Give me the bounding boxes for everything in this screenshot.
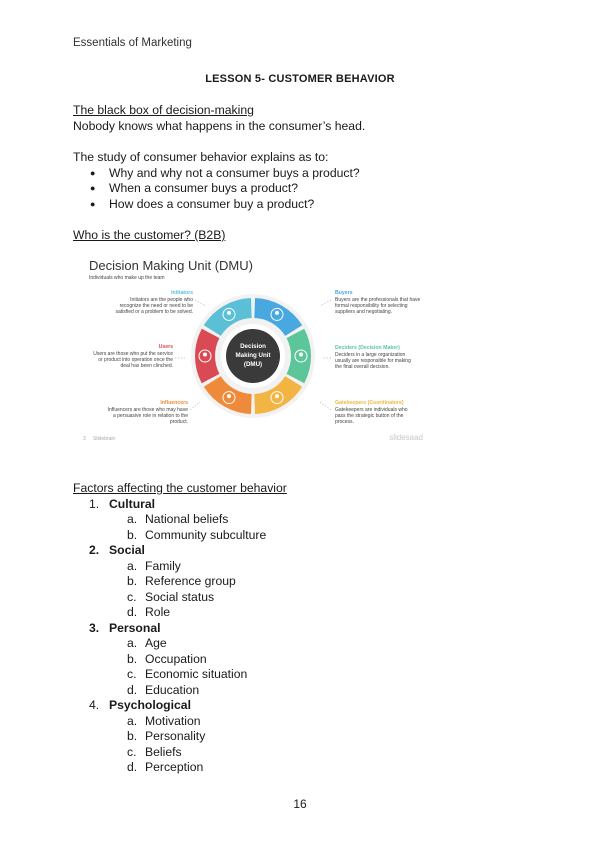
- role-desc: product.: [169, 419, 188, 425]
- category-number: 2.: [89, 543, 100, 557]
- category-name: Cultural: [109, 496, 156, 511]
- black-box-text: Nobody knows what happens in the consumer’s head.: [73, 118, 366, 133]
- page-number: 16: [293, 797, 307, 811]
- study-intro: The study of consumer behavior explains as to:: [73, 150, 329, 164]
- users-head-icon: [203, 353, 207, 357]
- initiators-head-icon: [227, 311, 231, 315]
- category-number: 4.: [89, 698, 100, 712]
- role-desc: the final overall decision.: [335, 364, 390, 370]
- item-letter: a.: [127, 558, 138, 573]
- item-text: Perception: [145, 760, 204, 774]
- item-letter: c.: [127, 667, 137, 681]
- list-item: [73, 590, 543, 606]
- list-item: [73, 605, 543, 621]
- category-name: Psychological: [109, 698, 191, 712]
- item-letter: d.: [127, 760, 138, 774]
- item-text: Family: [145, 558, 181, 573]
- item-text: Education: [145, 682, 200, 697]
- item-text: National beliefs: [145, 512, 229, 526]
- item-letter: b.: [127, 527, 138, 542]
- list-item: ● How does a consumer buy a product?: [73, 197, 543, 213]
- category-number: 3.: [89, 620, 100, 635]
- dmu-title: Decision Making Unit (DMU): [89, 258, 253, 273]
- intro-body: [73, 103, 543, 244]
- buyers-head-icon: [275, 311, 279, 315]
- item-text: Age: [145, 636, 167, 650]
- list-item: [73, 636, 543, 652]
- role-desc: recognize the need or need to be: [119, 303, 193, 309]
- role-name: Deciders (Decision Maker): [335, 345, 400, 351]
- item-letter: b.: [127, 729, 138, 743]
- role-desc: Deciders in a large organization: [335, 352, 406, 358]
- gatekeepers-head-icon: [275, 394, 279, 398]
- role-desc: or product into operation once the: [98, 357, 173, 363]
- role-desc: usually are responsible for making: [335, 358, 411, 364]
- item-letter: d.: [127, 605, 138, 619]
- factor-list: [73, 497, 543, 776]
- customer-heading: Who is the customer? (B2B): [73, 228, 226, 242]
- list-item: ● Why and why not a consumer buys a product?: [73, 166, 543, 182]
- footer-source: Slidebrain: [93, 436, 116, 442]
- role-name: Users: [158, 344, 173, 350]
- category-number: 1.: [89, 496, 100, 511]
- item-letter: a.: [127, 713, 138, 728]
- list-item: [73, 574, 543, 590]
- item-letter: c.: [127, 744, 137, 759]
- connector-line: [320, 300, 331, 306]
- item-text: Reference group: [145, 574, 236, 588]
- role-desc: Influencers are those who may have: [107, 407, 188, 413]
- item-text: Beliefs: [145, 744, 182, 759]
- item-letter: b.: [127, 651, 138, 666]
- list-item: [73, 652, 543, 668]
- item-letter: a.: [127, 512, 138, 526]
- center-label-3: (DMU): [243, 361, 263, 368]
- connector-line: [320, 402, 331, 410]
- factors-heading: Factors affecting the customer behavior: [73, 481, 287, 495]
- item-text: Motivation: [145, 713, 201, 728]
- item-text: Personality: [145, 729, 206, 743]
- item-letter: d.: [127, 682, 138, 697]
- center-label-1: Decision: [240, 343, 266, 350]
- role-name: Initiators: [171, 290, 193, 296]
- category-name: Social: [109, 543, 145, 557]
- item-text: Community subculture: [145, 527, 267, 542]
- black-box-heading: The black box of decision-making: [73, 103, 254, 117]
- list-item: [73, 714, 543, 730]
- role-desc: a persuasive role in relation to the: [112, 413, 188, 419]
- role-gatekeepers: [335, 400, 408, 425]
- list-item: [73, 683, 543, 699]
- dmu-subtitle: Individuals who make up the team: [89, 275, 165, 281]
- question-list: [73, 166, 543, 213]
- role-deciders: [335, 345, 411, 370]
- role-name: Influencers: [160, 400, 188, 406]
- item-text: Social status: [145, 589, 215, 604]
- item-text: Role: [145, 605, 171, 619]
- role-name: Buyers: [335, 290, 353, 296]
- role-initiators: [115, 290, 193, 315]
- list-item: [73, 760, 543, 776]
- role-users: [93, 344, 173, 369]
- list-item: [73, 667, 543, 683]
- list-item: [73, 512, 543, 528]
- role-desc: satisfied or a problem to be solved.: [115, 309, 193, 315]
- role-desc: Users are those who put the service: [93, 351, 173, 357]
- factors-section: [73, 481, 543, 776]
- list-item: [73, 559, 543, 575]
- factor-category: [73, 621, 543, 637]
- role-desc: pass the strategic button of the: [335, 413, 404, 419]
- list-item: [73, 729, 543, 745]
- watermark: slidesaad: [389, 433, 423, 442]
- item-text: Economic situation: [145, 667, 248, 681]
- role-desc: deal has been clinched.: [120, 363, 173, 369]
- item-letter: a.: [127, 636, 138, 650]
- deciders-head-icon: [299, 353, 303, 357]
- role-desc: Initiators are the people who: [130, 297, 193, 303]
- role-desc: process.: [335, 419, 354, 425]
- role-desc: formal responsibility for selecting: [335, 303, 408, 309]
- influencers-head-icon: [227, 394, 231, 398]
- list-item: ● When a consumer buys a product?: [73, 181, 543, 197]
- connector-line: [195, 300, 206, 306]
- center-label-2: Making Unit: [235, 352, 271, 359]
- role-desc: suppliers and negotiating.: [335, 309, 392, 315]
- item-letter: b.: [127, 574, 138, 588]
- factor-category: [73, 698, 543, 714]
- connector-line: [190, 402, 200, 410]
- factor-category: [73, 543, 543, 559]
- dmu-diagram: [73, 250, 435, 446]
- item-text: Occupation: [145, 651, 207, 666]
- factor-category: [73, 497, 543, 513]
- list-item: [73, 528, 543, 544]
- list-item: [73, 745, 543, 761]
- role-desc: Buyers are the professionals that have: [335, 297, 421, 303]
- role-buyers: [335, 290, 421, 315]
- role-desc: Gatekeepers are individuals who: [335, 407, 408, 413]
- running-header: Essentials of Marketing: [73, 37, 192, 49]
- category-name: Personal: [109, 620, 161, 635]
- item-letter: c.: [127, 589, 137, 604]
- role-name: Gatekeepers (Coordinators): [335, 400, 404, 406]
- footer-page: 3: [83, 436, 86, 442]
- lesson-title: LESSON 5- CUSTOMER BEHAVIOR: [205, 73, 395, 85]
- role-influencers: [108, 400, 189, 425]
